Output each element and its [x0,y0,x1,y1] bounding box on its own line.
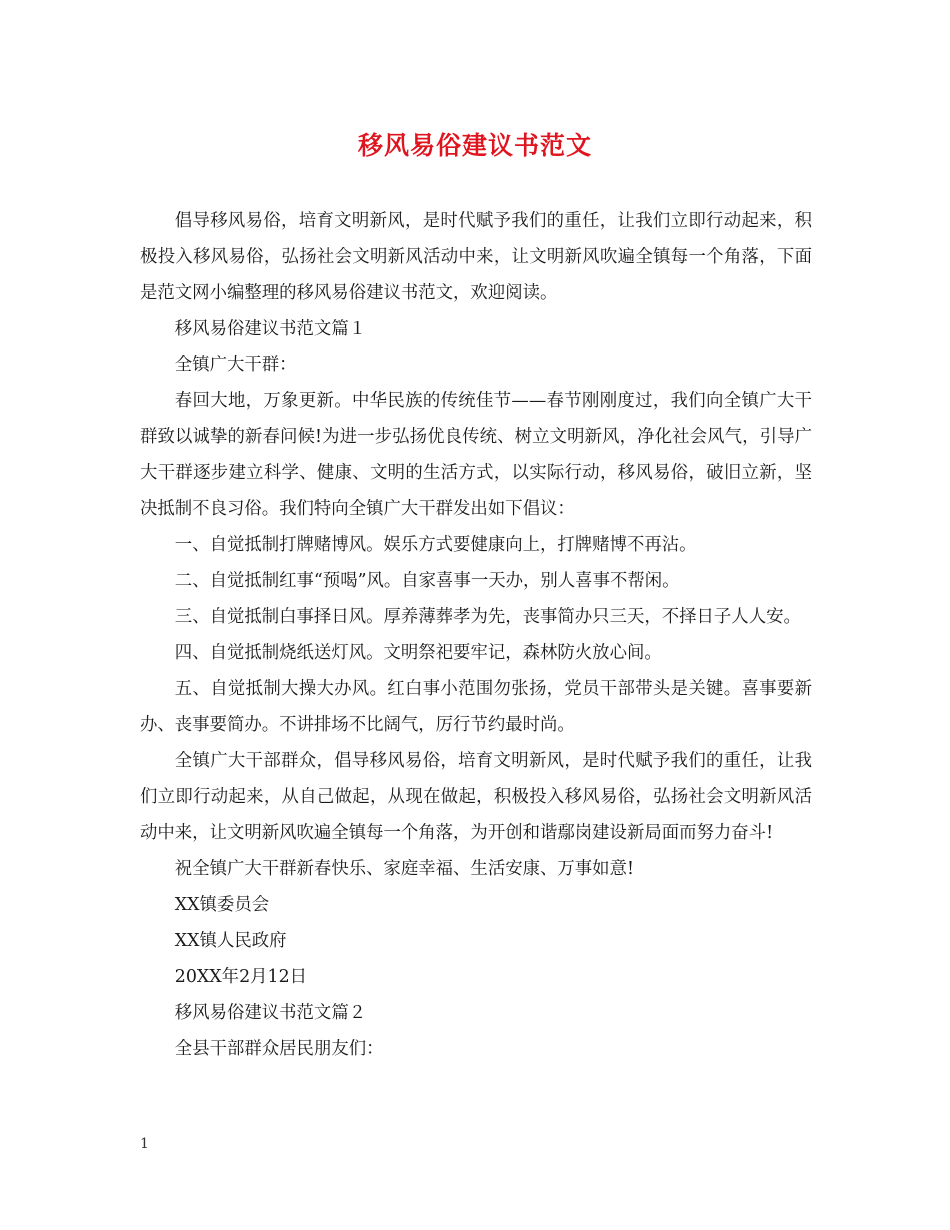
list-item: 五、自觉抵制大操大办风。红白事小范围勿张扬，党员干部带头是关键。喜事要新办、丧事要简办。不讲排场不比阔气，厉行节约最时尚。 [140,679,812,735]
list-item: 二、自觉抵制红事“预喝”风。自家喜事一天办，别人喜事不帮闲。 [174,571,680,591]
page-number: 1 [140,1136,149,1152]
signature-line: XX镇委员会 [174,895,270,915]
paragraph: 倡导移风易俗，培育文明新风，是时代赋予我们的重任，让我们立即行动起来，积极投入移风易俗，弘扬社会文明新风活动中来，让文明新风吹遍全镇每一个角落，下面是范文网小编整理的移风易俗建议书范文，欢迎阅读。 [140,211,812,303]
document-title: 移风易俗建议书范文 [357,131,592,160]
paragraph: 全镇广大干部群众，倡导移风易俗，培育文明新风，是时代赋予我们的重任，让我们立即行动起来，从自己做起，从现在做起，积极投入移风易俗，弘扬社会文明新风活动中来，让文明新风吹遍全镇每一个角落，为开创和谐鄢岗建设新局面而努力奋斗! [140,751,812,843]
section-heading: 移风易俗建议书范文篇２ [174,1003,367,1023]
paragraph: 春回大地，万象更新。中华民族的传统佳节——春节刚刚度过，我们向全镇广大干群致以诚挚的新春问候!为进一步弘扬优良传统、树立文明新风，净化社会风气，引导广大干群逐步建立科学、健康、文明的生活方式，以实际行动，移风易俗，破旧立新，坚决抵制不良习俗。我们特向全镇广大干群发出如下倡议： [140,391,812,519]
closing-wish: 祝全镇广大干群新春快乐、家庭幸福、生活安康、万事如意! [174,859,634,879]
list-item: 三、自觉抵制白事择日风。厚养薄葬孝为先，丧事简办只三天，不择日子人人安。 [174,607,801,627]
salutation: 全县干部群众居民朋友们： [174,1039,384,1059]
section-heading: 移风易俗建议书范文篇１ [174,319,367,339]
document-body [140,203,812,1067]
salutation: 全镇广大干群： [174,355,297,375]
signature-line: XX镇人民政府 [174,931,287,951]
list-item: 四、自觉抵制烧纸送灯风。文明祭祀要牢记，森林防火放心间。 [174,643,662,663]
date-line: 20XX年2月12日 [174,967,308,987]
list-item: 一、自觉抵制打牌赌博风。娱乐方式要健康向上，打牌赌博不再沾。 [174,535,697,555]
